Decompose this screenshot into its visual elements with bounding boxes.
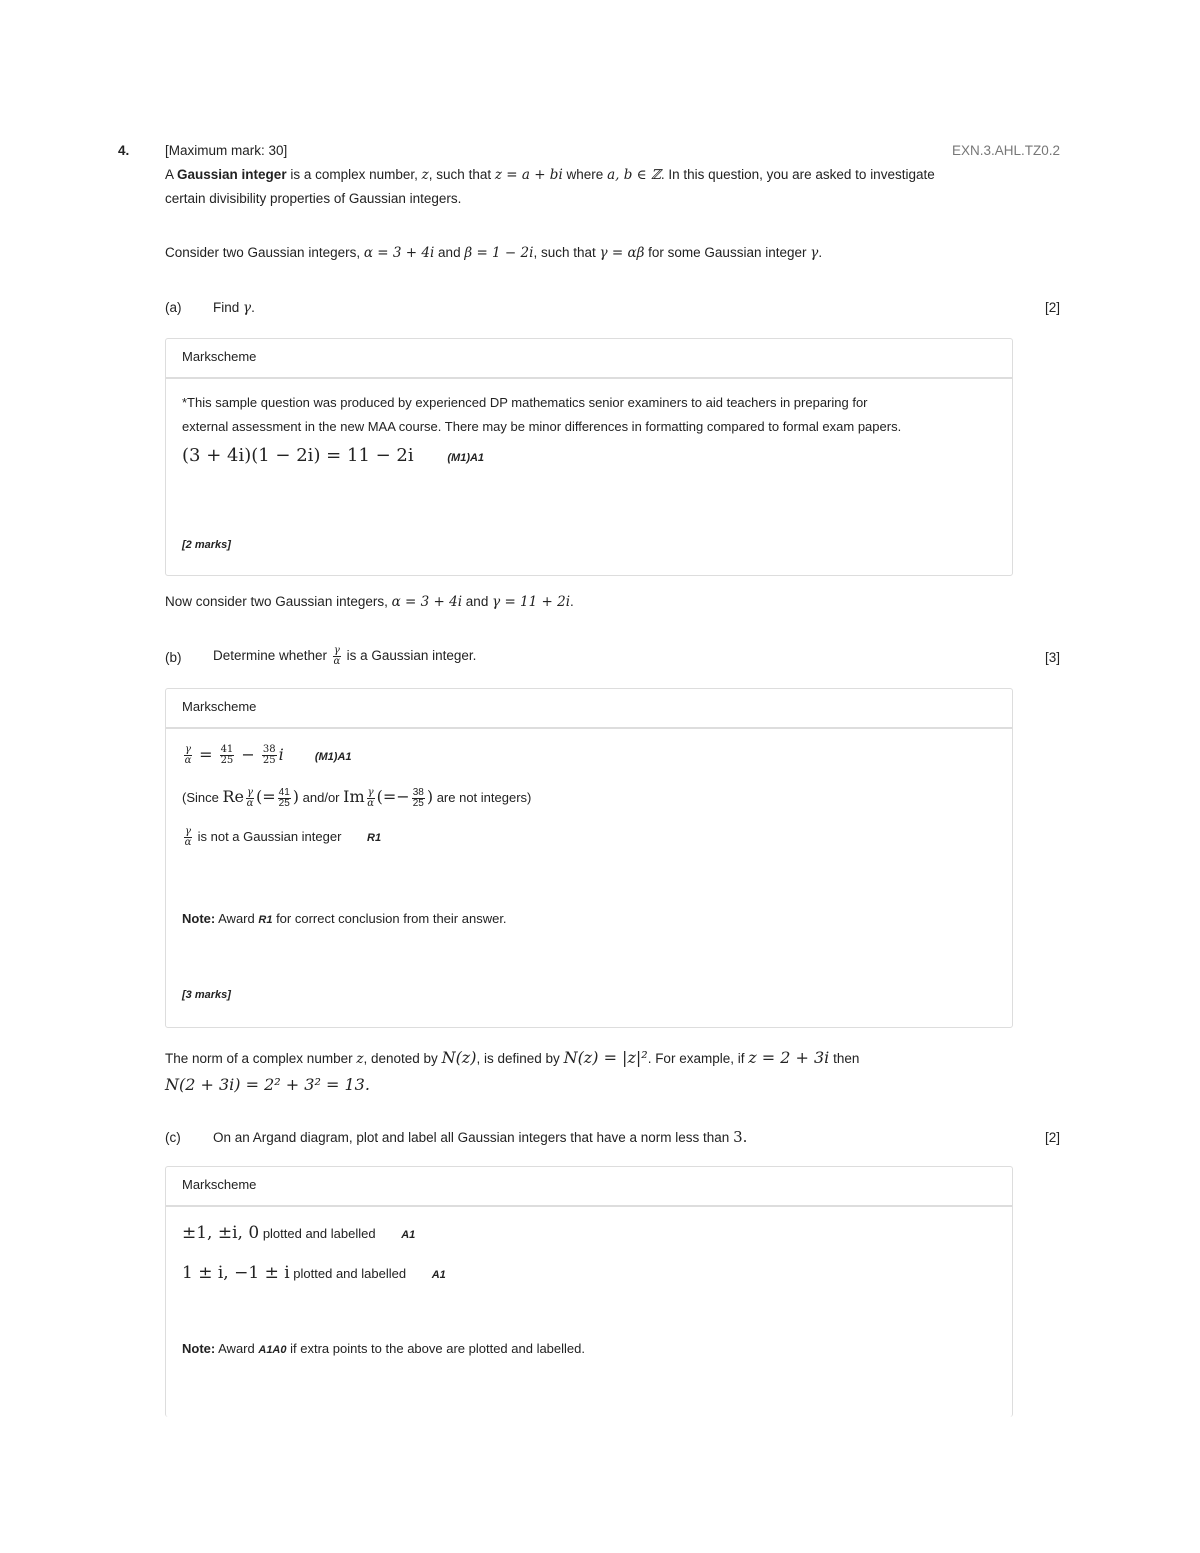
now-consider-text: Now consider two Gaussian integers, (165, 594, 388, 609)
math-norm-example: N(2 + 3i) = 2² + 3² = 13. (165, 1075, 370, 1094)
math-alpha-def: α = 3 + 4i (391, 594, 463, 610)
since-line: (Since Re $\frac{\gamma}{\alpha}$ (= $\frac{41}{25}$ ) and/or Im $\frac{\gamma}{\alpha}$ (=− $\frac{38}{25}$ ) are not integers) (182, 787, 532, 810)
consider-paragraph: Consider two Gaussian integers, α = 3 + 4i and β = 1 − 2i, such that γ = αβ for some Gaussian integer γ. (165, 245, 823, 261)
intro-paragraph (165, 163, 1025, 211)
markscheme-c (165, 1166, 1013, 1417)
frac-num: γ (333, 645, 340, 656)
points-line-1 (182, 1223, 415, 1243)
since-text: (Since (182, 790, 219, 805)
question-code: EXN.3.AHL.TZ0.2 (951, 143, 1060, 158)
award-tag: A1A0 (258, 1344, 287, 1356)
note-text: for correct conclusion from their answer. (276, 911, 507, 926)
math-z-example: z = 2 + 3i (748, 1048, 830, 1067)
math-Nz: N(z) (441, 1048, 477, 1067)
part-b-text2: is a Gaussian integer. (346, 648, 477, 664)
sample-note: *This sample question was produced by experienced DP mathematics senior examiners to aid teachers in preparing for (182, 395, 868, 410)
award-tag: R1 (258, 914, 273, 926)
part-c-label: (c) (165, 1130, 181, 1145)
markscheme-a (165, 338, 1013, 576)
note-label: Note: (182, 1341, 216, 1356)
norm-text: . For example, if (647, 1051, 745, 1066)
award-tag: R1 (367, 831, 382, 844)
math-gamma-def: γ = 11 + 2i (492, 594, 571, 610)
intro-text: A (165, 167, 174, 182)
markscheme-header: Markscheme (166, 339, 1012, 379)
equation-a-text: (3 + 4i)(1 − 2i) = 11 − 2i (182, 445, 414, 466)
frac-num: γ (185, 826, 191, 837)
consider-text: Consider two Gaussian integers, (165, 245, 361, 260)
total-marks: [3 marks] (182, 989, 231, 1001)
part-c-text (213, 1128, 747, 1146)
math-norm-def: N(z) = |z|² (563, 1048, 648, 1067)
math-beta-def: β = 1 − 2i (464, 245, 534, 261)
markscheme-b (165, 688, 1013, 1028)
intro-text: certain divisibility properties of Gaussian integers. (165, 191, 462, 206)
consider-text: and (438, 245, 461, 260)
part-c-marks: [2] (1044, 1130, 1060, 1145)
equation-a (182, 445, 484, 466)
note-c (182, 1341, 585, 1356)
part-a-find: Find (213, 300, 240, 315)
frac-den: α (184, 837, 192, 848)
question-number: 4. (118, 143, 130, 158)
part-b-marks: [3] (1044, 650, 1060, 665)
part-b-text (213, 646, 476, 667)
frac-num: 38 (262, 744, 276, 755)
sample-note: external assessment in the new MAA course. There may be minor differences in formatting compared to formal exam papers. (182, 419, 902, 434)
math-z-def: z = a + bi (494, 167, 563, 183)
norm-text: then (833, 1051, 860, 1066)
award-tag: A1 (401, 1229, 416, 1241)
now-consider-text: . (570, 594, 574, 609)
intro-text: where (566, 167, 604, 182)
award-tag: (M1)A1 (447, 452, 485, 464)
gaussian-integer-term: Gaussian integer (177, 167, 287, 182)
frac-den: 25 (220, 755, 234, 766)
frac-num: 38 (412, 787, 424, 799)
intro-text: is a complex number, (290, 167, 418, 182)
part-a-label: (a) (165, 300, 182, 315)
frac-num: γ (185, 744, 191, 755)
note-text: if extra points to the above are plotted and labelled. (290, 1341, 585, 1356)
part-b-label: (b) (165, 650, 182, 665)
frac-num: γ (247, 787, 253, 799)
part-c-question: On an Argand diagram, plot and label all Gaussian integers that have a norm less than (213, 1130, 730, 1145)
award-tag: (M1)A1 (314, 751, 352, 763)
part-a-text: Find γ. (213, 300, 255, 316)
norm-paragraph (165, 1045, 1025, 1098)
frac-den: α (333, 656, 341, 667)
points-line-2 (182, 1263, 446, 1283)
points-text: plotted and labelled (293, 1266, 407, 1281)
imag-unit: i (278, 745, 284, 764)
part-a-marks: [2] (1044, 300, 1060, 315)
intro-text: , such that (428, 167, 492, 182)
im-operator: Im (343, 787, 365, 806)
markscheme-header: Markscheme (166, 1167, 1012, 1207)
markscheme-header: Markscheme (166, 689, 1012, 729)
points-text: plotted and labelled (262, 1226, 376, 1241)
frac-den: 25 (278, 798, 290, 810)
norm-text: , denoted by (363, 1051, 438, 1066)
math-z: z (356, 1051, 364, 1067)
frac-den: α (367, 798, 375, 810)
math-three: 3. (733, 1128, 748, 1146)
max-mark: [Maximum mark: 30] (165, 143, 288, 158)
math-gamma: γ (810, 245, 819, 261)
total-marks: [2 marks] (182, 539, 231, 551)
re-operator: Re (222, 787, 244, 806)
since-text: are not integers) (436, 790, 532, 805)
norm-text: , is defined by (476, 1051, 560, 1066)
math-ab-in-z: a, b ∈ ℤ (607, 167, 661, 183)
norm-text: The norm of a complex number (165, 1051, 353, 1066)
minus-sign: − (241, 745, 255, 764)
note-b (182, 911, 507, 926)
consider-text: , such that (533, 245, 596, 260)
frac-num: 41 (278, 787, 290, 799)
frac-den: α (184, 755, 192, 766)
frac-num: 41 (220, 744, 234, 755)
consider-text: for some Gaussian integer (648, 245, 807, 260)
frac-den: 25 (412, 798, 424, 810)
frac-den: 25 (262, 755, 276, 766)
not-gaussian-text: is not a Gaussian integer (197, 828, 342, 844)
not-gaussian-line (182, 827, 381, 848)
frac-den: α (246, 798, 254, 810)
math-gamma-def: γ = αβ (599, 245, 645, 261)
frac-num: γ (367, 787, 374, 799)
math-z: z (421, 167, 429, 183)
note-text: Award (218, 1341, 255, 1356)
intro-text: . In this question, you are asked to investigate (660, 167, 935, 182)
since-text: and/or (302, 790, 340, 805)
equation-b: $\frac{\gamma}{\alpha}$ = $\frac{41}{25}$ − $\frac{38}{25}$ i (M1)A1 (184, 744, 352, 766)
math-gamma: γ (243, 300, 252, 316)
note-text: Award (218, 911, 255, 926)
award-tag: A1 (431, 1269, 446, 1281)
part-b-text1: Determine whether (213, 648, 328, 664)
math-alpha-def: α = 3 + 4i (363, 245, 435, 261)
now-consider-text: and (465, 594, 489, 609)
fraction-gamma-alpha (333, 646, 341, 667)
note-label: Note: (182, 911, 216, 926)
math-points-2: 1 ± i, −1 ± i (182, 1263, 290, 1283)
now-consider-paragraph (165, 590, 1025, 614)
math-points-1: ±1, ±i, 0 (182, 1223, 260, 1243)
